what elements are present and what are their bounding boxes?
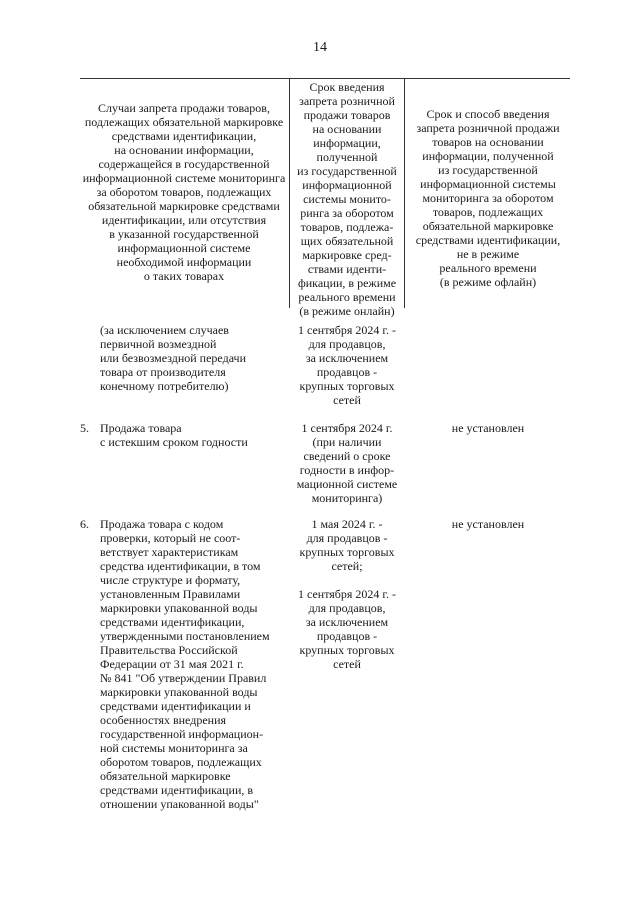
row-online-deadline: 1 сентября 2024 г. - для продавцов, за исключением продавцов - крупных торговых сетей — [297, 323, 396, 407]
row-number: 6. — [80, 517, 89, 531]
column-divider-2 — [404, 78, 405, 308]
header-case-description: Случаи запрета продажи товаров, подлежащих обязательной маркировке средствами идентификации, на основании информации, содержащейся в государственной информационной системе мониторинга за оборотом товаров, подлежащих обязательной маркировке средствами идентификации, или отсутствия в указанной государственной информационной системе необходимой информации о таких товарах — [82, 101, 286, 283]
header-online-deadline: Срок введения запрета розничной продажи товаров на основании информации, полученной из государственной информационной системы монито- ринга за оборотом товаров, подлежа- щих обязательной маркировке сред- ствами иденти- фикации, в режиме реального времени (в режиме онлайн) — [297, 80, 397, 318]
row-description: Продажа товара с истекшим сроком годности — [100, 421, 248, 449]
row-description: Продажа товара с кодом проверки, который не соот- ветствует характеристикам средства идентификации, в том числе структуре и формату, установленным Правилами маркировки упакованной воды средствами идентификации, утвержденными постановлением Правительства Российской Федерации от 31 мая 2021 г. № 841 "Об утверждении Правил маркировки упакованной воды средствами идентификации и особенностях внедрения государственной информацион- ной системы мониторинга за оборотом товаров, подлежащих обязательной маркировке средствами идентификации, в отношении упакованной воды" — [100, 517, 270, 811]
row-description: (за исключением случаев первичной возмездной или безвозмездной передачи товара от производителя конечному потребителю) — [100, 323, 247, 393]
column-divider-1 — [289, 78, 290, 308]
header-offline-deadline: Срок и способ введения запрета розничной продажи товаров на основании информации, полученной из государственной информационной системы мониторинга за оборотом товаров, подлежащих обязательной маркировке средствами идентификации, не в режиме реального времени (в режиме офлайн) — [415, 107, 561, 289]
row-online-deadline: 1 мая 2024 г. - для продавцов - крупных торговых сетей; 1 сентября 2024 г. - для продавцов, за исключением продавцов - крупных торговых сетей — [297, 517, 396, 671]
row-offline-deadline: не установлен — [451, 421, 525, 435]
page-number: 14 — [313, 40, 327, 55]
row-number: 5. — [80, 421, 89, 435]
row-online-deadline: 1 сентября 2024 г. (при наличии сведений о сроке годности в инфор- мационной системе мониторинга) — [296, 421, 398, 505]
row-offline-deadline: не установлен — [451, 517, 525, 531]
table-top-rule — [80, 78, 570, 79]
